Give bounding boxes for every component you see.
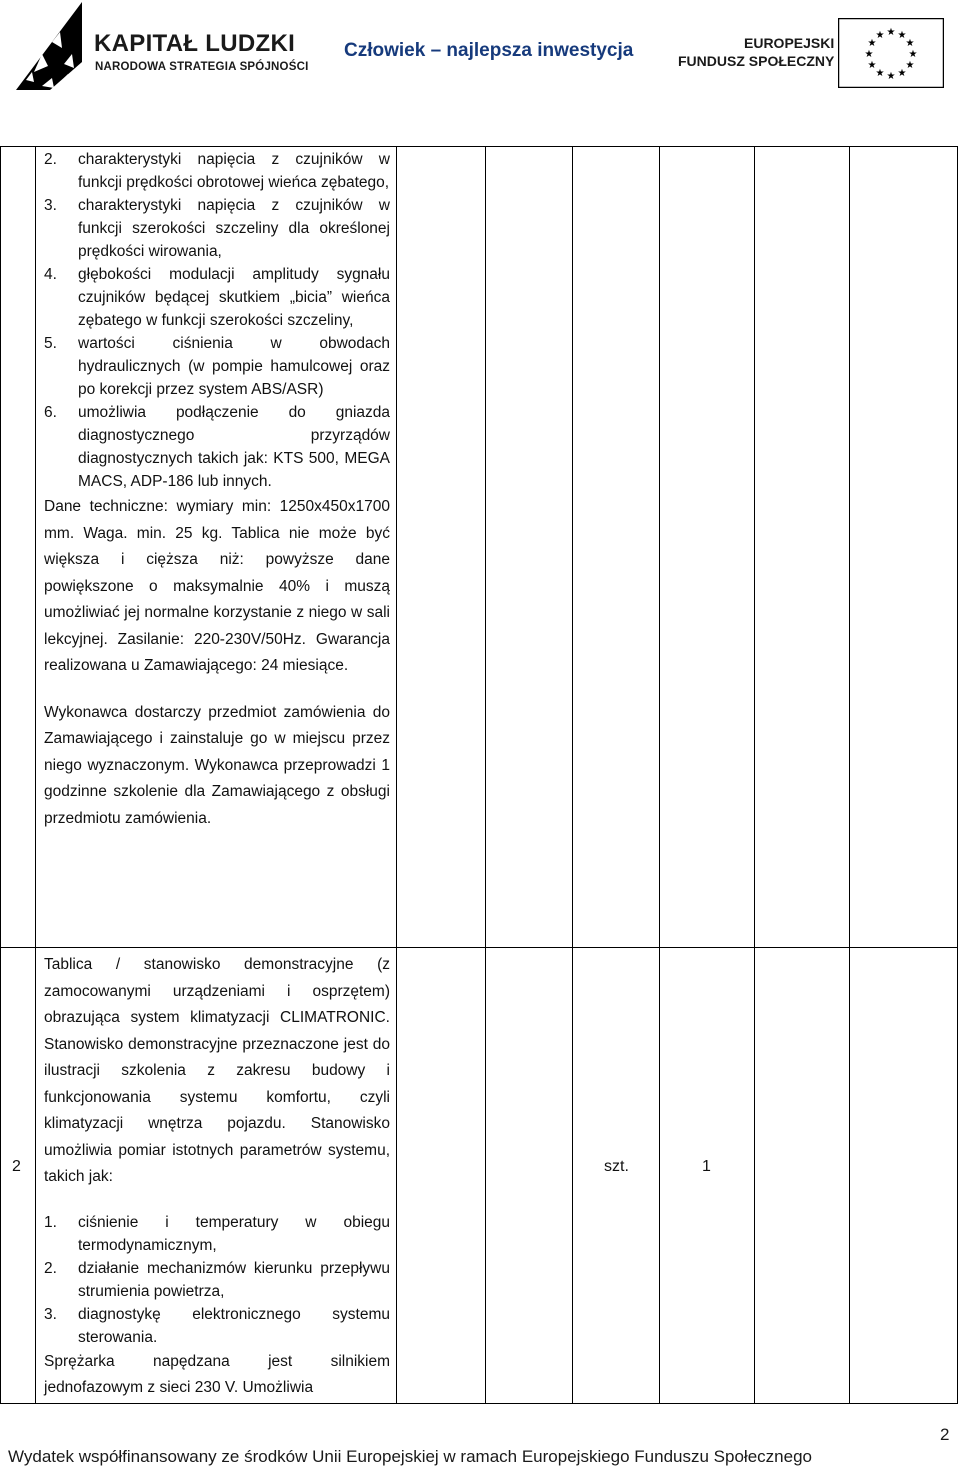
- list-item-text: umożliwia podłączenie do gniazda diagnostycznego przyrządów diagnostycznych takich jak: KTS 500, MEGA MACS, ADP-186 lub innych.: [78, 404, 390, 490]
- list-item-number: 3.: [44, 1305, 57, 1323]
- svg-text:★: ★: [875, 68, 885, 79]
- list-item: [44, 1257, 390, 1303]
- list-item-number: 3.: [44, 197, 57, 214]
- svg-text:★: ★: [867, 60, 877, 71]
- page-number: 2: [940, 1425, 950, 1444]
- eu-fund-line1: EUROPEJSKI: [744, 35, 835, 51]
- slogan: Człowiek – najlepsza inwestycja: [344, 40, 634, 61]
- compressor-paragraph: Sprężarka napędzana jest silnikiem jednofazowym z sieci 230 V. Umożliwia: [44, 1352, 390, 1396]
- list-item: [44, 332, 390, 401]
- page-header: [0, 0, 960, 100]
- table-column-divider: [35, 146, 36, 1404]
- list-item-text: diagnostykę elektronicznego systemu sterowania.: [78, 1305, 390, 1346]
- eu-flag-icon: [838, 18, 944, 88]
- table-border-right: [957, 146, 958, 1404]
- description-cell: [44, 952, 390, 1402]
- list-item-text: charakterystyki napięcia z czujników w funkcji szerokości szczeliny dla określonej prędkości wirowania,: [78, 197, 390, 260]
- list-item-number: 2.: [44, 1259, 57, 1277]
- list-item-number: 6.: [44, 404, 57, 421]
- list-item-number: 1.: [44, 1213, 57, 1231]
- list-item-text: charakterystyki napięcia z czujników w funkcji prędkości obrotowej wieńca zębatego,: [78, 151, 390, 191]
- svg-text:★: ★: [864, 49, 874, 60]
- list-item-text: głębokości modulacji amplitudy sygnału czujników będącej skutkiem „bicia” wieńca zębatego w funkcji szerokości szczeliny,: [78, 266, 390, 329]
- table-column-divider: [396, 146, 397, 1404]
- eu-fund-line2: FUNDUSZ SPOŁECZNY: [678, 53, 835, 69]
- table-border-bottom: [0, 1403, 958, 1404]
- unit-cell: szt.: [604, 1158, 629, 1175]
- delivery-paragraph: Wykonawca dostarczy przedmiot zamówienia do Zamawiającego i zainstaluje go w miejscu przez niego wyznaczonym. Wykonawca przeprowadzi 1 godzinne szkolenie dla Zamawiającego z obsługi przedmiotu zamówienia.: [44, 703, 390, 827]
- table-row-divider: [0, 947, 958, 948]
- parameter-list: [44, 1211, 390, 1349]
- table-border-left: [0, 146, 1, 1404]
- svg-text:★: ★: [908, 49, 918, 60]
- list-item: [44, 1303, 390, 1349]
- svg-text:★: ★: [886, 27, 896, 38]
- technical-data-paragraph: Dane techniczne: wymiary min: 1250x450x1700 mm. Waga. min. 25 kg. Tablica nie może być większa i cięższa niż: powyższe dane powiększone o maksymalnie 40% i muszą umożliwiać jej normalne korzystanie z niego w sali lekcyjnej. Zasilanie: 220-230V/50Hz. Gwarancja realizowana u Zamawiającego: 24 miesiące.: [44, 498, 390, 674]
- svg-text:★: ★: [897, 30, 907, 41]
- table-column-divider: [659, 146, 660, 1404]
- device-description-paragraph: Tablica / stanowisko demonstracyjne (z zamocowanymi urządzeniami i osprzętem) obrazująca system klimatyzacji CLIMATRONIC. Stanowisko demonstracyjne przeznaczone jest do ilustracji szkolenia z zakresu budowy i funkcjonowania systemu komfortu, czyli klimatyzacji wnętrza pojazdu. Stanowisko umożliwia pomiar istotnych parametrów systemu, takich jak:: [44, 956, 390, 1185]
- kapital-ludzki-logo: [12, 2, 86, 92]
- table-column-divider: [485, 146, 486, 1404]
- svg-text:★: ★: [886, 71, 896, 82]
- footer-text: Wydatek współfinansowany ze środków Unii Europejskiej w ramach Europejskiego Funduszu Społecznego: [8, 1447, 812, 1466]
- svg-text:★: ★: [905, 60, 915, 71]
- svg-text:★: ★: [905, 38, 915, 49]
- list-item: [44, 1211, 390, 1257]
- logo-title: KAPITAŁ LUDZKI: [94, 30, 296, 57]
- list-item: [44, 263, 390, 332]
- svg-text:★: ★: [875, 30, 885, 41]
- table-column-divider: [754, 146, 755, 1404]
- svg-text:★: ★: [867, 38, 877, 49]
- list-item-text: działanie mechanizmów kierunku przepływu strumienia powietrza,: [78, 1259, 390, 1300]
- list-item-number: 5.: [44, 335, 57, 352]
- table-column-divider: [849, 146, 850, 1404]
- table-column-divider: [572, 146, 573, 1404]
- list-item: [44, 194, 390, 263]
- list-item-number: 4.: [44, 266, 57, 283]
- logo-subtitle: NARODOWA STRATEGIA SPÓJNOŚCI: [95, 61, 309, 73]
- list-item-text: wartości ciśnienia w obwodach hydraulicznych (w pompie hamulcowej oraz po korekcji przez system ABS/ASR): [78, 335, 390, 398]
- row-number: 2: [12, 1158, 21, 1175]
- list-item-number: 2.: [44, 151, 57, 168]
- quantity-cell: 1: [702, 1158, 711, 1175]
- list-item-text: ciśnienie i temperatury w obiegu termodynamicznym,: [78, 1213, 390, 1254]
- description-cell: [44, 148, 390, 832]
- svg-text:★: ★: [897, 68, 907, 79]
- list-item: [44, 148, 390, 194]
- table-border-top: [0, 146, 958, 147]
- list-item: [44, 401, 390, 493]
